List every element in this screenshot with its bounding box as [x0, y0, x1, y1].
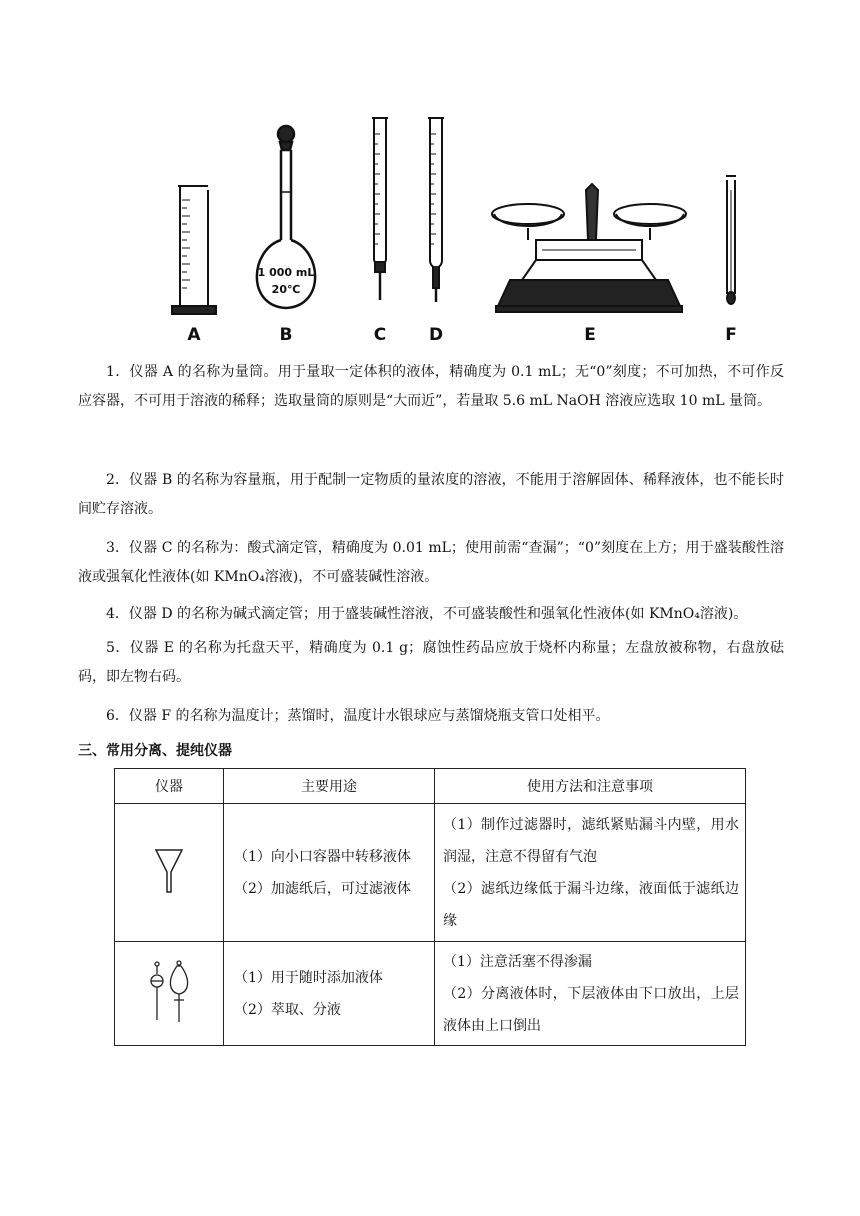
apparatus-figure — [150, 110, 780, 350]
label-c: C — [373, 325, 387, 345]
table-row — [115, 804, 746, 942]
header-uses: 主要用途 — [224, 769, 435, 804]
acid-burette-icon — [372, 118, 388, 300]
base-burette-icon — [428, 118, 444, 302]
volumetric-flask-icon — [257, 126, 315, 308]
use-item: （2）加滤纸后，可过滤液体 — [234, 880, 411, 897]
paragraph-6: 6．仪器 F 的名称为温度计；蒸馏时，温度计水银球应与蒸馏烧瓶支管口处相平。 — [106, 708, 610, 724]
funnel-icon — [154, 848, 184, 894]
paragraph-3: 3．仪器 C 的名称为：酸式滴定管，精确度为 0.01 mL；使用前需“查漏”；“0”刻度在上方；用于盛装酸性溶液或强氧化性液体(如 KMnO₄溶液)，不可盛装碱性溶液。 — [78, 540, 784, 585]
graduated-cylinder-icon — [172, 186, 216, 314]
use-item: （2）萃取、分液 — [234, 1001, 341, 1018]
apparatus-cell — [115, 942, 224, 1046]
section-title: 三、常用分离、提纯仪器 — [78, 743, 232, 759]
use-item: （1）用于随时添加液体 — [234, 969, 383, 986]
apparatus-cell — [115, 804, 224, 942]
table-header-row — [115, 769, 746, 804]
label-e: E — [584, 325, 596, 345]
use-item: （1）向小口容器中转移液体 — [234, 848, 411, 865]
paragraph-5: 5．仪器 E 的名称为托盘天平，精确度为 0.1 g；腐蚀性药品应放于烧杯内称量；左盘放被称物，右盘放砝码，即左物右码。 — [78, 640, 784, 685]
note-item: （2）分离液体时，下层液体由下口放出，上层液体由上口倒出 — [443, 985, 739, 1034]
header-apparatus: 仪器 — [115, 769, 224, 804]
flask-temperature-label: 20℃ — [271, 283, 301, 296]
note-item: （1）注意活塞不得渗漏 — [443, 953, 592, 970]
paragraph-1: 1．仪器 A 的名称为量筒。用于量取一定体积的液体，精确度为 0.1 mL；无“0”刻度；不可加热，不可作反应容器，不可用于溶液的稀释；选取量筒的原则是“大而近”，若量取 5.6 mL NaOH 溶液应选取 10 mL 量筒。 — [78, 364, 784, 409]
separatory-funnel-icon — [147, 960, 191, 1024]
label-a: A — [187, 325, 201, 345]
table-row — [115, 942, 746, 1046]
paragraph-2: 2．仪器 B 的名称为容量瓶，用于配制一定物质的量浓度的溶液，不能用于溶解固体、稀释液体，也不能长时间贮存溶液。 — [78, 472, 784, 517]
label-d: D — [428, 325, 444, 345]
thermometer-icon — [726, 176, 736, 304]
flask-volume-label: 1 000 mL — [257, 266, 315, 279]
label-b: B — [279, 325, 293, 345]
header-notes: 使用方法和注意事项 — [435, 769, 746, 804]
notes-cell — [435, 804, 746, 942]
paragraph-4: 4．仪器 D 的名称为碱式滴定管；用于盛装碱性溶液，不可盛装酸性和强氧化性液体(如 KMnO₄溶液)。 — [106, 606, 748, 622]
note-item: （1）制作过滤器时，滤纸紧贴漏斗内壁，用水润湿，注意不得留有气泡 — [443, 816, 739, 865]
uses-cell — [224, 804, 435, 942]
apparatus-drawing — [150, 110, 780, 350]
pan-balance-icon — [492, 184, 686, 312]
apparatus-table — [114, 768, 746, 1046]
notes-cell — [435, 942, 746, 1046]
note-item: （2）滤纸边缘低于漏斗边缘，液面低于滤纸边缘 — [443, 880, 739, 929]
uses-cell — [224, 942, 435, 1046]
label-f: F — [725, 325, 737, 345]
